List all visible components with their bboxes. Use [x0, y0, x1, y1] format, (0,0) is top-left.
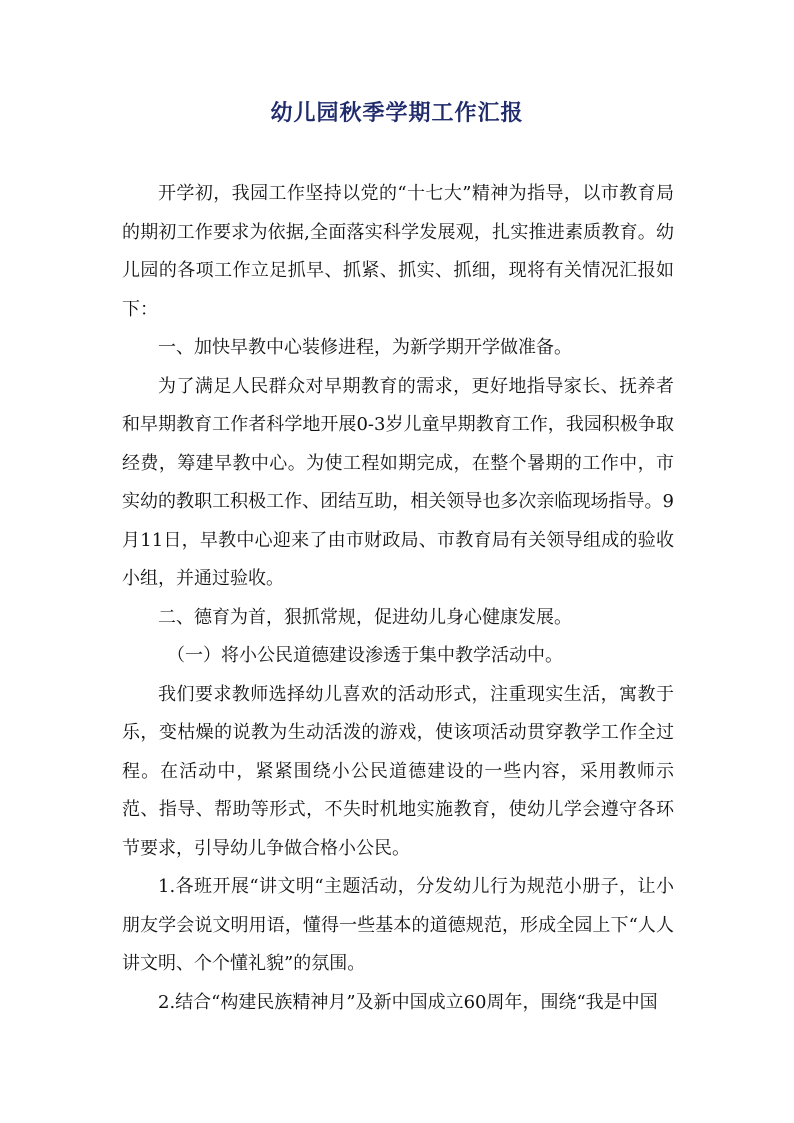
document-title: 幼儿园秋季学期工作汇报	[270, 100, 524, 126]
paragraph-early-education-center: 为了满足人民群众对早期教育的需求，更好地指导家长、抚养者和早期教育工作者科学地开展0-3岁儿童早期教育工作，我园积极争取经费，筹建早教中心。为使工程如期完成，在整个暑期的工作中，市实幼的教职工积极工作、团结互助，相关领导也多次亲临现场指导。9月11日，早教中心迎来了由市财政局、市教育局有关领导组成的验收小组，并通过验收。	[122, 375, 674, 589]
list-item-2: 2.结合“构建民族精神月”及新中国成立60周年，围绕“我是中国	[158, 991, 658, 1013]
heading-subsection-1: （一）将小公民道德建设渗透于集中教学活动中。	[167, 645, 563, 666]
paragraph-intro: 开学初，我园工作坚持以党的“十七大”精神为指导，以市教育局的期初工作要求为依据,全面落实科学发展观，扎实推进素质教育。幼儿园的各项工作立足抓早、抓紧、抓实、抓细，现将有关情况汇报如下：	[122, 183, 674, 320]
document-body	[122, 175, 674, 1022]
list-item-1: 1.各班开展“讲文明“主题活动，分发幼儿行为规范小册子，让小朋友学会说文明用语，懂得一些基本的道德规范，形成全园上下“人人讲文明、个个懂礼貌”的氛围。	[122, 876, 674, 974]
heading-section-2: 二、德育为首，狠抓常规，促进幼儿身心健康发展。	[158, 606, 572, 628]
paragraph-moral-education: 我们要求教师选择幼儿喜欢的活动形式，注重现实生活，寓教于乐，变枯燥的说教为生动活泼的游戏，使该项活动贯穿教学工作全过程。在活动中，紧紧围绕小公民道德建设的一些内容，采用教师示范、指导、帮助等形式，不失时机地实施教育，使幼儿学会遵守各环节要求，引导幼儿争做合格小公民。	[122, 683, 674, 859]
heading-section-1: 一、加快早教中心装修进程，为新学期开学做准备。	[158, 337, 572, 358]
